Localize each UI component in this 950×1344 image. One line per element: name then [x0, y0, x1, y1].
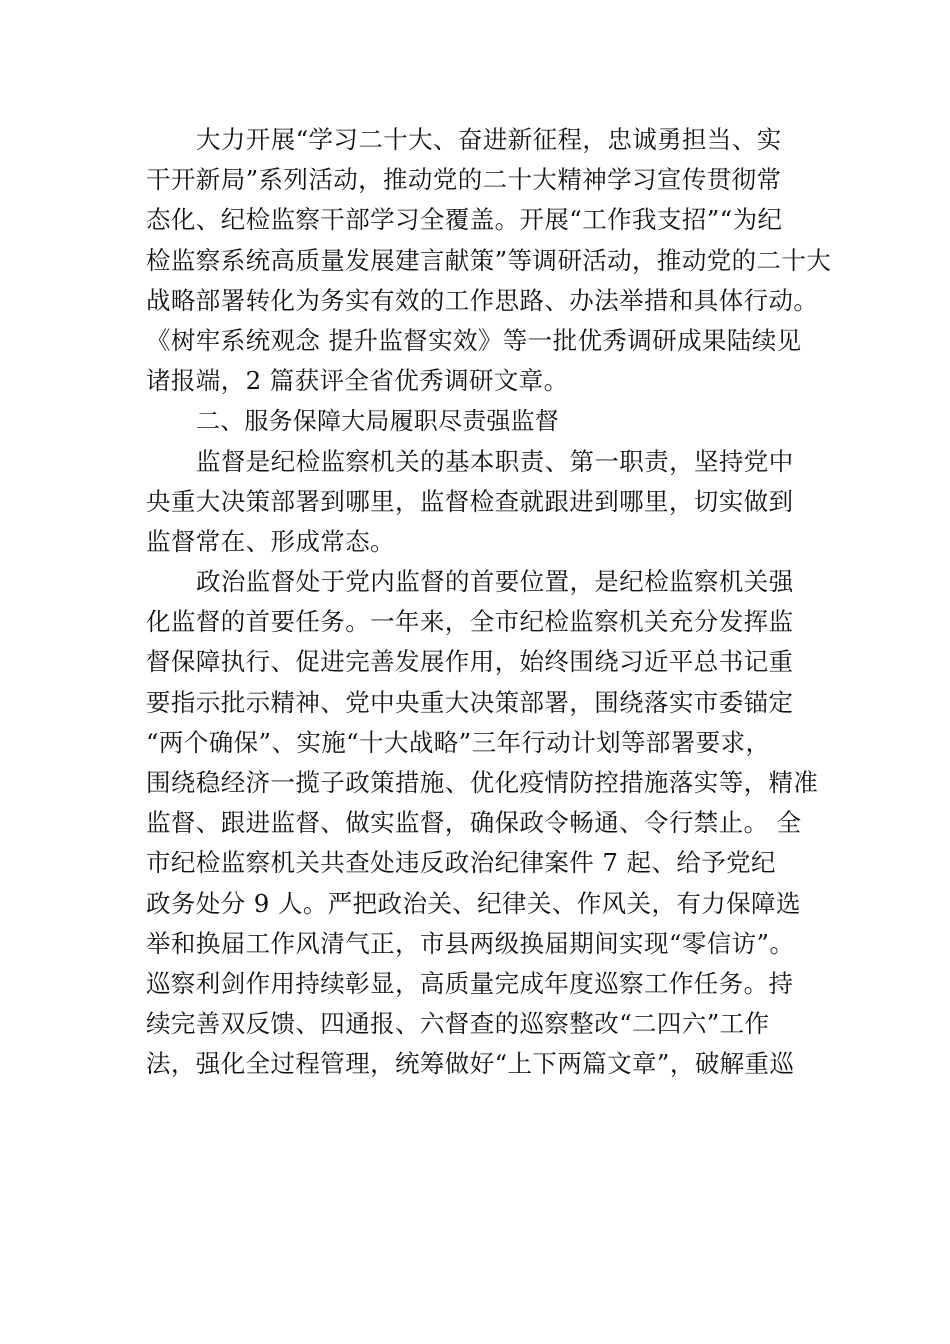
paragraph-3-line-2: 化监督的首要任务。一年来，全市纪检监察机关充分发挥监 [146, 607, 794, 637]
paragraph-2-line-2: 央重大决策部署到哪里，监督检查就跟进到哪里，切实做到 [146, 486, 794, 516]
paragraph-3-line-10: 举和换届工作风清气正，市县两级换届期间实现“零信访”。 [146, 928, 795, 958]
paragraph-3-line-12: 续完善双反馈、四通报、六督查的巡察整改“二四六”工作 [146, 1009, 770, 1039]
paragraph-3-line-1: 政治监督处于党内监督的首要位置，是纪检监察机关强 [196, 567, 794, 597]
paragraph-3-line-5: “两个确保”、实施“十大战略”三年行动计划等部署要求， [146, 727, 771, 757]
paragraph-1-line-7: 诸报端，2 篇获评全省优秀调研文章。 [146, 366, 569, 396]
paragraph-1-line-3: 态化、纪检监察干部学习全覆盖。开展“工作我支招”“为纪 [146, 205, 783, 235]
paragraph-1-line-5: 战略部署转化为务实有效的工作思路、办法举措和具体行动。 [146, 285, 819, 315]
paragraph-3-line-11: 巡察利剑作用持续彰显，高质量完成年度巡察工作任务。持 [146, 968, 794, 998]
paragraph-3-line-7: 监督、跟进监督、做实监督，确保政令畅通、令行禁止。 全 [146, 808, 802, 838]
paragraph-3-line-6: 围绕稳经济一揽子政策措施、优化疫情防控措施落实等，精准 [146, 768, 819, 797]
paragraph-1-line-4: 检监察系统高质量发展建言献策”等调研活动，推动党的二十大 [146, 245, 832, 275]
paragraph-1-line-2: 干开新局”系列活动，推动党的二十大精神学习宣传贯彻常 [146, 165, 782, 195]
paragraph-2-line-3: 监督常在、形成常态。 [146, 526, 395, 556]
paragraph-1-line-6: 《树牢系统观念 提升监督实效》等一批优秀调研成果陆续见 [146, 325, 802, 355]
section-heading: 二、服务保障大局履职尽责强监督 [196, 407, 559, 436]
paragraph-3-line-8: 市纪检监察机关共查处违反政治纪律案件 7 起、给予党纪 [146, 848, 776, 878]
paragraph-3-line-13: 法，强化全过程管理，统筹做好“上下两篇文章”，破解重巡 [146, 1049, 795, 1079]
paragraph-1-line-1: 大力开展“学习二十大、奋进新征程，忠诚勇担当、实 [196, 125, 782, 154]
document-body [146, 120, 832, 1085]
paragraph-3-line-4: 要指示批示精神、党中央重大决策部署，围绕落实市委锚定 [146, 687, 794, 717]
paragraph-3-line-9: 政务处分 9 人。严把政治关、纪律关、作风关，有力保障选 [146, 888, 801, 918]
paragraph-2-line-1: 监督是纪检监察机关的基本职责、第一职责，坚持党中 [196, 446, 794, 476]
paragraph-3-line-3: 督保障执行、促进完善发展作用，始终围绕习近平总书记重 [146, 647, 794, 677]
